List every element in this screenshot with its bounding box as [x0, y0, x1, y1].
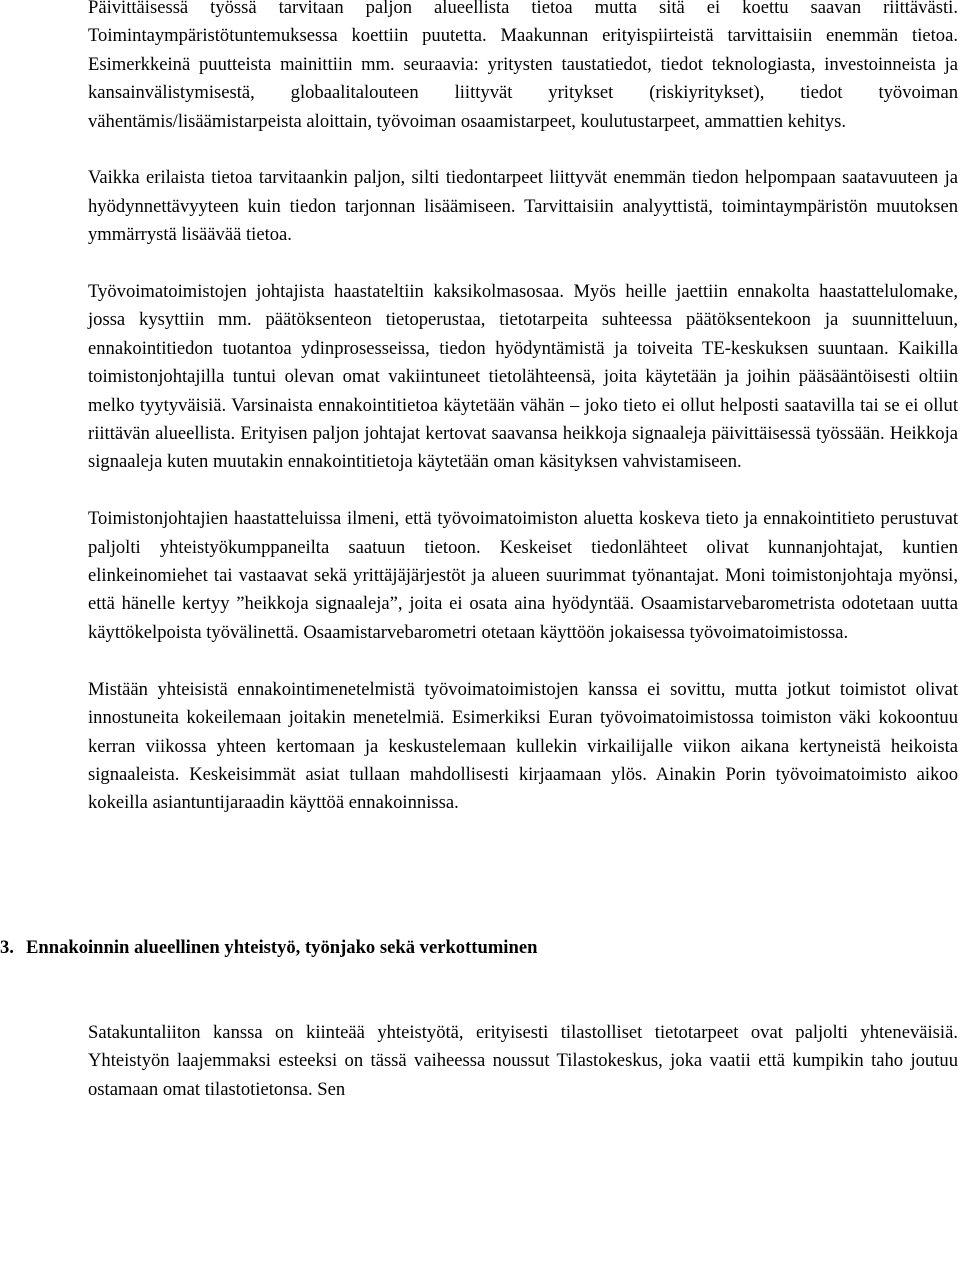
section-gap — [88, 818, 958, 934]
paragraph-regional-cooperation: Satakuntaliiton kanssa on kiinteää yhteistyötä, erityisesti tilastolliset tietotarpeet ovat paljolti yhteneväisiä. Yhteistyön laajemmaksi esteeksi on tässä vaiheessa noussut Tilastokeskus, joka vaatii että kumpikin taho joutuu ostamaan omat tilastotietonsa. Sen — [88, 1021, 958, 1100]
paragraph-office-directors-interviews: Työvoimatoimistojen johtajista haastateltiin kaksikolmasosaa. Myös heille jaettiin ennakolta haastattelulomake, jossa kysyttiin mm. päätöksenteon tietoperustaa, tietotarpeita suhteessa päätöksentekoon ja suunnitteluun, ennakointitiedon tuotantoa ydinprosesseissa, tiedon hyödyntämistä ja toiveita TE-keskuksen suuntaan. Kaikilla toimistonjohtajilla tuntui olevan omat vakiintuneet tietolähteensä, joita käytetään ja joihin pääsääntöisesti oltiin melko tyytyväisiä. Varsinaista ennakointitietoa käytetään vähän – joko tieto ei ollut helposti saatavilla tai se ei ollut riittävän alueellista. Erityisen paljon johtajat kertovat saavansa heikkoja signaaleja päivittäisessä työssään. Heikkoja signaaleja kuten muutakin ennakointitietoja käytetään oman käsityksen vahvistamiseen. — [88, 281, 958, 473]
paragraph-gap — [88, 250, 958, 278]
paragraph-information-needs: Päivittäisessä työssä tarvitaan paljon alueellista tietoa mutta sitä ei koettu saavan riittävästi. Toimintaympäristötuntemuksessa koettiin puutetta. Maakunnan erityispiirteistä tarvittaisiin enemmän tietoa. Esimerkkeinä puutteista mainittiin mm. seuraavia: yritysten taustatiedot, tiedot teknologiasta, investoinneista ja kansainvälistymisestä, globaalitalouteen liittyvät yritykset (riskiyritykset), tiedot työvoiman vähentämis/lisäämistarpeista aloittain, työvoiman osaamistarpeet, koulutustarpeet, ammattien kehitys. — [88, 0, 958, 132]
paragraph-gap — [88, 477, 958, 505]
section-title: Ennakoinnin alueellinen yhteistyö, työnjako sekä verkottuminen — [26, 936, 538, 958]
paragraph-gap — [88, 991, 958, 1019]
paragraph-gap — [88, 647, 958, 675]
paragraph-gap — [88, 962, 958, 990]
paragraph-information-sources: Toimistonjohtajien haastatteluissa ilmeni, että työvoimatoimiston aluetta koskeva tieto ja ennakointitieto perustuvat paljolti yhteistyökumppaneilta saatuun tietoon. Keskeiset tiedonlähteet olivat kunnanjohtajat, kuntien elinkeinomiehet tai vastaavat sekä yrittäjäjärjestöt ja alueen suurimmat työnantajat. Moni toimistonjohtaja myönsi, että hänelle kertyy ”heikkoja signaaleja”, joita ei osata aina hyödyntää. Osaamistarvebarometrista odotetaan uutta käyttökelpoista työvälinettä. Osaamistarvebarometri otetaan käyttöön jokaisessa työvoimatoimistossa. — [88, 508, 958, 643]
paragraph-gap — [88, 136, 958, 164]
section-heading: 3. Ennakoinnin alueellinen yhteistyö, työnjako sekä verkottuminen — [0, 936, 538, 958]
paragraph-analytical-information: Vaikka erilaista tietoa tarvitaankin paljon, silti tiedontarpeet liittyvät enemmän tiedon helpompaan saatavuuteen ja hyödynnettävyyteen kuin tiedon tarjonnan lisäämiseen. Tarvittaisiin analyyttistä, toimintaympäristön muutoksen ymmärrystä lisäävää tietoa. — [88, 167, 958, 246]
paragraph-forecasting-methods: Mistään yhteisistä ennakointimenetelmistä työvoimatoimistojen kanssa ei sovittu, mutta jotkut toimistot olivat innostuneita kokeilemaan joitakin menetelmiä. Esimerkiksi Euran työvoimatoimistossa toimiston väki kokoontuu kerran viikossa yhteen kertomaan ja keskustelemaan kullekin virkailijalle viikon aikana kertyneistä heikoista signaaleista. Keskeisimmät asiat tullaan mahdollisesti kirjaamaan ylös. Ainakin Porin työvoimatoimisto aikoo kokeilla asiantuntijaraadin käyttöä ennakoinnissa. — [88, 678, 958, 814]
